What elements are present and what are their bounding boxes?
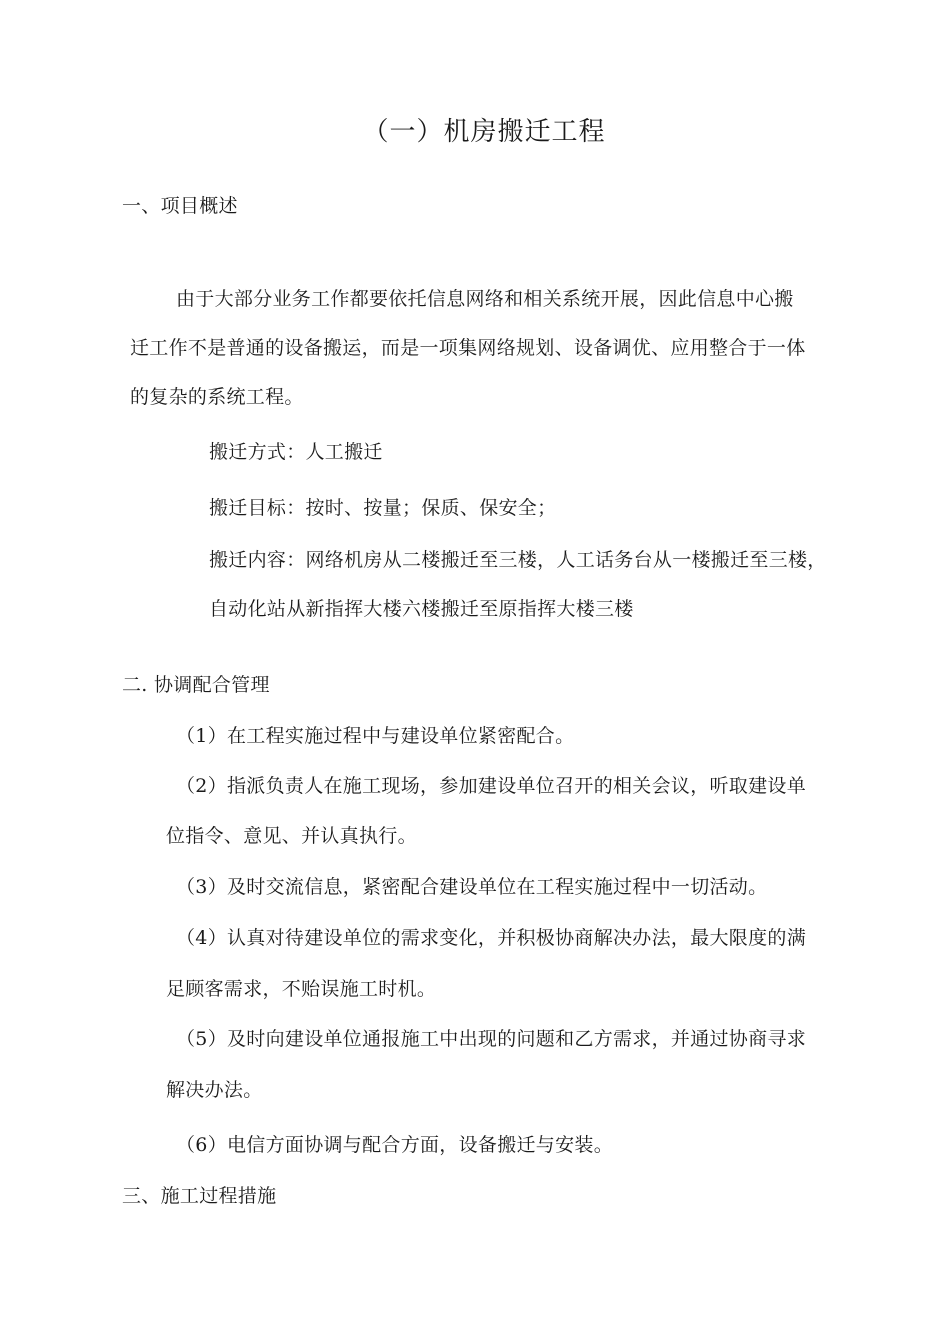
coordination-item: （2）指派负责人在施工现场，参加建设单位召开的相关会议，听取建设单 (176, 775, 806, 797)
relocation-content-line: 搬迁内容：网络机房从二楼搬迁至三楼，人工话务台从一楼搬迁至三楼， (209, 549, 827, 571)
paragraph-line: 由于大部分业务工作都要依托信息网络和相关系统开展，因此信息中心搬 (176, 288, 794, 310)
section-heading-overview: 一、项目概述 (122, 195, 238, 217)
relocation-content-line: 自动化站从新指挥大楼六楼搬迁至原指挥大楼三楼 (209, 598, 634, 620)
coordination-item-continuation: 解决办法。 (166, 1079, 263, 1101)
section-heading-coordination: 二. 协调配合管理 (122, 674, 270, 696)
coordination-item: （5）及时向建设单位通报施工中出现的问题和乙方需求，并通过协商寻求 (176, 1028, 806, 1050)
coordination-item: （6）电信方面协调与配合方面，设备搬迁与安装。 (176, 1134, 613, 1156)
paragraph-line: 迁工作不是普通的设备搬运，而是一项集网络规划、设备调优、应用整合于一体 (130, 337, 806, 359)
section-heading-construction-measures: 三、施工过程措施 (122, 1185, 277, 1207)
relocation-method: 搬迁方式：人工搬迁 (209, 441, 383, 463)
relocation-goal: 搬迁目标：按时、按量；保质、保安全； (209, 497, 557, 519)
coordination-item-continuation: 位指令、意见、并认真执行。 (166, 825, 417, 847)
coordination-item-continuation: 足顾客需求，不贻误施工时机。 (166, 978, 437, 1000)
paragraph-line: 的复杂的系统工程。 (130, 386, 304, 408)
coordination-item: （3）及时交流信息，紧密配合建设单位在工程实施过程中一切活动。 (176, 876, 768, 898)
coordination-item: （4）认真对待建设单位的需求变化，并积极协商解决办法，最大限度的满 (176, 927, 806, 949)
document-title: （一）机房搬迁工程 (362, 117, 606, 147)
coordination-item: （1）在工程实施过程中与建设单位紧密配合。 (176, 725, 575, 747)
